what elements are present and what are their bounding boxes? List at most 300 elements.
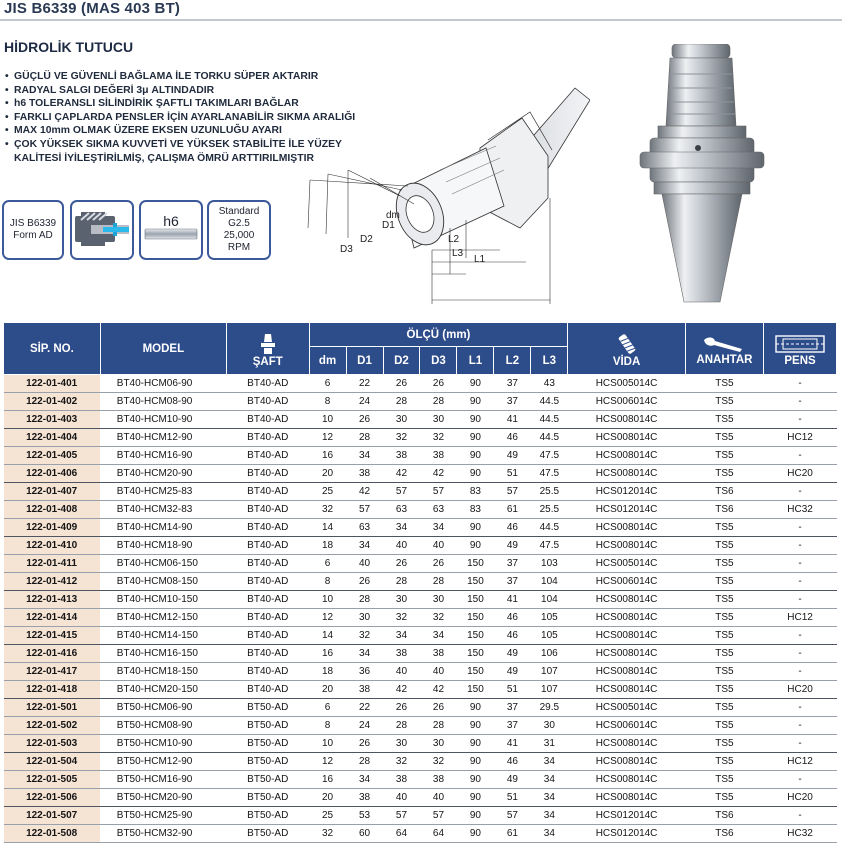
- cell-d1: 42: [346, 483, 383, 501]
- dim-label-d2: D2: [360, 234, 373, 245]
- cell-l1: 90: [457, 393, 494, 411]
- cell-saft: BT40-AD: [226, 573, 309, 591]
- cell-l2: 41: [494, 591, 531, 609]
- balance-badge-line: 25,000: [223, 230, 255, 241]
- cell-d1: 34: [346, 645, 383, 663]
- cell-d1: 38: [346, 465, 383, 483]
- table-row: [4, 501, 837, 519]
- cell-pens: -: [764, 663, 837, 681]
- cell-model: BT40-HCM20-150: [100, 681, 226, 699]
- dim-label-d1: D1: [382, 220, 395, 231]
- spec-table: [3, 322, 837, 843]
- cell-d2: 32: [383, 429, 420, 447]
- col-header-vida-label: VİDA: [612, 355, 641, 368]
- cell-pens: -: [764, 483, 837, 501]
- col-header-anahtar: [685, 323, 763, 375]
- cell-d1: 34: [346, 771, 383, 789]
- cell-l3: 44.5: [531, 393, 568, 411]
- col-header-model: MODEL: [100, 323, 226, 375]
- cell-pens: -: [764, 393, 837, 411]
- cell-dm: 16: [309, 771, 346, 789]
- table-row: [4, 825, 837, 843]
- technical-drawing: [290, 78, 590, 310]
- cell-d3: 57: [420, 483, 457, 501]
- cell-l2: 37: [494, 375, 531, 393]
- cell-l2: 57: [494, 807, 531, 825]
- table-row: [4, 681, 837, 699]
- cell-l1: 150: [457, 609, 494, 627]
- cell-sip-no: 122-01-408: [4, 501, 101, 519]
- cell-dm: 14: [309, 519, 346, 537]
- cell-sip-no: 122-01-501: [4, 699, 101, 717]
- cell-d2: 40: [383, 663, 420, 681]
- cell-l2: 57: [494, 483, 531, 501]
- table-row: [4, 717, 837, 735]
- cell-l1: 150: [457, 645, 494, 663]
- cell-l2: 46: [494, 627, 531, 645]
- cell-d3: 63: [420, 501, 457, 519]
- cell-anahtar: TS5: [685, 699, 763, 717]
- feature-item: • MAX 10mm OLMAK ÜZERE EKSEN UZUNLUĞU AYARI: [4, 124, 384, 138]
- cell-saft: BT40-AD: [226, 645, 309, 663]
- cell-l1: 90: [457, 717, 494, 735]
- cell-d3: 64: [420, 825, 457, 843]
- cell-l3: 31: [531, 735, 568, 753]
- cell-vida: HCS008014C: [568, 771, 685, 789]
- cell-pens: -: [764, 537, 837, 555]
- cell-d2: 30: [383, 591, 420, 609]
- collet-icon: [775, 334, 825, 354]
- cell-l2: 49: [494, 771, 531, 789]
- cell-d2: 38: [383, 771, 420, 789]
- table-row: [4, 411, 837, 429]
- cell-d1: 53: [346, 807, 383, 825]
- dim-label-dm: dm: [386, 210, 400, 221]
- cell-vida: HCS006014C: [568, 393, 685, 411]
- cell-pens: -: [764, 807, 837, 825]
- cell-d2: 28: [383, 573, 420, 591]
- cell-model: BT50-HCM08-90: [100, 717, 226, 735]
- cell-l1: 150: [457, 663, 494, 681]
- cell-dm: 25: [309, 807, 346, 825]
- col-header-sip: SİP. NO.: [4, 323, 101, 375]
- cell-dm: 14: [309, 627, 346, 645]
- cell-d1: 34: [346, 537, 383, 555]
- cell-sip-no: 122-01-502: [4, 717, 101, 735]
- cell-model: BT40-HCM14-90: [100, 519, 226, 537]
- cell-d1: 30: [346, 609, 383, 627]
- cell-d2: 42: [383, 465, 420, 483]
- cell-l1: 150: [457, 681, 494, 699]
- cell-dm: 16: [309, 645, 346, 663]
- cell-anahtar: TS6: [685, 483, 763, 501]
- table-row: [4, 555, 837, 573]
- cell-sip-no: 122-01-409: [4, 519, 101, 537]
- cell-model: BT50-HCM25-90: [100, 807, 226, 825]
- cell-d1: 24: [346, 393, 383, 411]
- screw-icon: [618, 333, 636, 355]
- cell-anahtar: TS5: [685, 555, 763, 573]
- cell-d2: 40: [383, 789, 420, 807]
- cell-pens: -: [764, 591, 837, 609]
- spec-table-body: [4, 375, 837, 843]
- cell-d2: 64: [383, 825, 420, 843]
- cell-d2: 32: [383, 753, 420, 771]
- cell-dm: 6: [309, 555, 346, 573]
- cell-l3: 103: [531, 555, 568, 573]
- cell-l3: 47.5: [531, 447, 568, 465]
- cell-sip-no: 122-01-413: [4, 591, 101, 609]
- cell-model: BT40-HCM25-83: [100, 483, 226, 501]
- cell-d3: 34: [420, 627, 457, 645]
- cell-l1: 90: [457, 753, 494, 771]
- cell-l2: 41: [494, 735, 531, 753]
- cell-dm: 16: [309, 447, 346, 465]
- cell-pens: -: [764, 411, 837, 429]
- cell-d2: 26: [383, 555, 420, 573]
- cell-d3: 40: [420, 789, 457, 807]
- cell-d3: 28: [420, 717, 457, 735]
- cell-l1: 83: [457, 501, 494, 519]
- cell-l3: 105: [531, 609, 568, 627]
- cell-saft: BT40-AD: [226, 483, 309, 501]
- cell-pens: HC32: [764, 501, 837, 519]
- cell-pens: HC12: [764, 609, 837, 627]
- cell-d1: 36: [346, 663, 383, 681]
- cell-anahtar: TS5: [685, 537, 763, 555]
- cell-pens: -: [764, 627, 837, 645]
- cell-d1: 32: [346, 627, 383, 645]
- cell-d1: 57: [346, 501, 383, 519]
- cell-l3: 34: [531, 753, 568, 771]
- cell-anahtar: TS6: [685, 825, 763, 843]
- cell-l3: 34: [531, 825, 568, 843]
- balance-badge: [207, 200, 271, 260]
- cell-pens: HC12: [764, 753, 837, 771]
- cell-pens: HC12: [764, 429, 837, 447]
- cell-pens: -: [764, 573, 837, 591]
- table-row: [4, 375, 837, 393]
- cell-saft: BT40-AD: [226, 663, 309, 681]
- cell-pens: HC20: [764, 681, 837, 699]
- cell-d1: 38: [346, 789, 383, 807]
- cell-l2: 46: [494, 753, 531, 771]
- cell-pens: -: [764, 735, 837, 753]
- cell-sip-no: 122-01-401: [4, 375, 101, 393]
- cell-anahtar: TS5: [685, 627, 763, 645]
- cell-sip-no: 122-01-404: [4, 429, 101, 447]
- table-row: [4, 537, 837, 555]
- cell-l3: 25.5: [531, 501, 568, 519]
- cell-sip-no: 122-01-417: [4, 663, 101, 681]
- standard-badge-line: Form AD: [13, 230, 53, 241]
- cell-sip-no: 122-01-416: [4, 645, 101, 663]
- tolerance-label: h6: [163, 213, 179, 229]
- cell-d3: 30: [420, 591, 457, 609]
- cell-anahtar: TS5: [685, 375, 763, 393]
- col-header-d1: D1: [346, 347, 383, 375]
- cell-model: BT40-HCM08-150: [100, 573, 226, 591]
- cell-l3: 107: [531, 663, 568, 681]
- cell-d2: 26: [383, 699, 420, 717]
- cell-l3: 29.5: [531, 699, 568, 717]
- cell-dm: 18: [309, 663, 346, 681]
- cell-d2: 34: [383, 627, 420, 645]
- table-row: [4, 627, 837, 645]
- cell-pens: -: [764, 717, 837, 735]
- cell-dm: 6: [309, 699, 346, 717]
- cell-pens: HC32: [764, 825, 837, 843]
- cell-model: BT40-HCM12-150: [100, 609, 226, 627]
- dim-label-l2: L2: [448, 234, 460, 245]
- col-header-vida: [568, 323, 685, 375]
- cell-anahtar: TS5: [685, 393, 763, 411]
- cell-model: BT50-HCM20-90: [100, 789, 226, 807]
- cell-l2: 51: [494, 681, 531, 699]
- cell-model: BT40-HCM16-90: [100, 447, 226, 465]
- cell-dm: 8: [309, 393, 346, 411]
- cell-d2: 26: [383, 375, 420, 393]
- cell-d2: 57: [383, 807, 420, 825]
- cell-model: BT40-HCM08-90: [100, 393, 226, 411]
- cell-d2: 28: [383, 393, 420, 411]
- table-row: [4, 609, 837, 627]
- col-header-pens-label: PENS: [784, 354, 816, 367]
- shank-icon: [259, 333, 277, 355]
- cell-anahtar: TS5: [685, 789, 763, 807]
- cell-d1: 63: [346, 519, 383, 537]
- cell-sip-no: 122-01-507: [4, 807, 101, 825]
- col-header-l1: L1: [457, 347, 494, 375]
- tolerance-badge: [139, 200, 203, 260]
- cell-anahtar: TS5: [685, 717, 763, 735]
- cell-saft: BT40-AD: [226, 393, 309, 411]
- cell-anahtar: TS6: [685, 807, 763, 825]
- cell-sip-no: 122-01-412: [4, 573, 101, 591]
- cell-l1: 150: [457, 627, 494, 645]
- cell-model: BT40-HCM18-150: [100, 663, 226, 681]
- cell-l1: 90: [457, 789, 494, 807]
- cell-dm: 12: [309, 609, 346, 627]
- cell-dm: 10: [309, 411, 346, 429]
- cell-l3: 47.5: [531, 465, 568, 483]
- cell-l2: 37: [494, 573, 531, 591]
- cell-l2: 61: [494, 501, 531, 519]
- cell-vida: HCS005014C: [568, 555, 685, 573]
- cell-sip-no: 122-01-407: [4, 483, 101, 501]
- cell-d3: 30: [420, 735, 457, 753]
- cell-d1: 40: [346, 555, 383, 573]
- cell-d1: 28: [346, 591, 383, 609]
- cell-sip-no: 122-01-411: [4, 555, 101, 573]
- cell-saft: BT50-AD: [226, 771, 309, 789]
- table-row: [4, 699, 837, 717]
- cell-dm: 20: [309, 465, 346, 483]
- cell-sip-no: 122-01-508: [4, 825, 101, 843]
- cell-model: BT50-HCM16-90: [100, 771, 226, 789]
- cell-anahtar: TS5: [685, 411, 763, 429]
- cell-dm: 8: [309, 717, 346, 735]
- cell-d2: 34: [383, 519, 420, 537]
- cell-dm: 20: [309, 789, 346, 807]
- cell-sip-no: 122-01-505: [4, 771, 101, 789]
- cell-d2: 38: [383, 447, 420, 465]
- section-title: HİDROLİK TUTUCU: [4, 39, 134, 55]
- cell-vida: HCS008014C: [568, 519, 685, 537]
- col-header-pens: [764, 323, 837, 375]
- cell-l1: 90: [457, 519, 494, 537]
- cell-vida: HCS005014C: [568, 375, 685, 393]
- cell-l2: 49: [494, 663, 531, 681]
- cell-d1: 26: [346, 411, 383, 429]
- cell-saft: BT40-AD: [226, 447, 309, 465]
- cell-d1: 26: [346, 735, 383, 753]
- table-row: [4, 663, 837, 681]
- cell-pens: HC20: [764, 465, 837, 483]
- cell-vida: HCS008014C: [568, 735, 685, 753]
- cell-model: BT40-HCM12-90: [100, 429, 226, 447]
- cell-pens: -: [764, 519, 837, 537]
- cell-anahtar: TS5: [685, 663, 763, 681]
- cell-sip-no: 122-01-406: [4, 465, 101, 483]
- cell-d1: 28: [346, 753, 383, 771]
- cell-vida: HCS006014C: [568, 573, 685, 591]
- cell-l2: 49: [494, 447, 531, 465]
- table-row: [4, 573, 837, 591]
- cell-d3: 38: [420, 645, 457, 663]
- dim-label-l1: L1: [474, 254, 486, 265]
- cell-d3: 26: [420, 375, 457, 393]
- col-header-d2: D2: [383, 347, 420, 375]
- cell-l2: 41: [494, 411, 531, 429]
- cell-pens: -: [764, 447, 837, 465]
- cell-model: BT40-HCM06-90: [100, 375, 226, 393]
- cell-anahtar: TS5: [685, 429, 763, 447]
- cell-d3: 28: [420, 573, 457, 591]
- cell-d2: 42: [383, 681, 420, 699]
- cell-vida: HCS008014C: [568, 429, 685, 447]
- cell-vida: HCS008014C: [568, 681, 685, 699]
- cell-sip-no: 122-01-506: [4, 789, 101, 807]
- cell-l2: 37: [494, 717, 531, 735]
- cell-saft: BT50-AD: [226, 753, 309, 771]
- cell-l2: 49: [494, 645, 531, 663]
- cell-l1: 90: [457, 807, 494, 825]
- col-header-l2: L2: [494, 347, 531, 375]
- cell-dm: 20: [309, 681, 346, 699]
- cell-dm: 32: [309, 501, 346, 519]
- cell-dm: 25: [309, 483, 346, 501]
- balance-badge-line: G2.5: [228, 218, 250, 229]
- cell-model: BT50-HCM32-90: [100, 825, 226, 843]
- cell-saft: BT40-AD: [226, 375, 309, 393]
- col-header-olcu: ÖLÇÜ (mm): [309, 323, 568, 347]
- cell-anahtar: TS6: [685, 501, 763, 519]
- cell-anahtar: TS5: [685, 609, 763, 627]
- dim-label-l3: L3: [452, 248, 464, 259]
- cell-d2: 30: [383, 735, 420, 753]
- col-header-anahtar-label: ANAHTAR: [696, 353, 753, 366]
- cell-dm: 8: [309, 573, 346, 591]
- cell-model: BT40-HCM20-90: [100, 465, 226, 483]
- cell-d1: 28: [346, 429, 383, 447]
- cell-d3: 42: [420, 465, 457, 483]
- cell-d3: 34: [420, 519, 457, 537]
- table-row: [4, 465, 837, 483]
- table-row: [4, 735, 837, 753]
- cell-vida: HCS008014C: [568, 663, 685, 681]
- cell-d3: 38: [420, 771, 457, 789]
- cell-d3: 26: [420, 699, 457, 717]
- title-bar: [0, 0, 842, 20]
- cell-d1: 24: [346, 717, 383, 735]
- cell-l3: 44.5: [531, 519, 568, 537]
- cell-d2: 32: [383, 609, 420, 627]
- cell-saft: BT40-AD: [226, 465, 309, 483]
- cell-model: BT40-HCM18-90: [100, 537, 226, 555]
- cell-anahtar: TS5: [685, 519, 763, 537]
- cell-l1: 90: [457, 411, 494, 429]
- cell-anahtar: TS5: [685, 771, 763, 789]
- table-row: [4, 771, 837, 789]
- table-row: [4, 789, 837, 807]
- cell-l3: 107: [531, 681, 568, 699]
- cell-model: BT40-HCM06-150: [100, 555, 226, 573]
- cell-model: BT40-HCM10-150: [100, 591, 226, 609]
- cell-l2: 46: [494, 609, 531, 627]
- cell-vida: HCS008014C: [568, 609, 685, 627]
- standard-badge: [2, 200, 64, 260]
- cell-vida: HCS008014C: [568, 465, 685, 483]
- cell-vida: HCS008014C: [568, 627, 685, 645]
- cell-saft: BT50-AD: [226, 825, 309, 843]
- cell-vida: HCS008014C: [568, 411, 685, 429]
- cell-d3: 32: [420, 429, 457, 447]
- cell-vida: HCS012014C: [568, 807, 685, 825]
- feature-item: • RADYAL SALGI DEĞERİ 3μ ALTINDADIR: [4, 84, 384, 98]
- table-row: [4, 393, 837, 411]
- cell-l3: 44.5: [531, 429, 568, 447]
- cell-sip-no: 122-01-402: [4, 393, 101, 411]
- cell-d3: 38: [420, 447, 457, 465]
- cell-l1: 150: [457, 573, 494, 591]
- cell-vida: HCS006014C: [568, 717, 685, 735]
- cell-saft: BT50-AD: [226, 807, 309, 825]
- cell-d1: 34: [346, 447, 383, 465]
- cell-saft: BT40-AD: [226, 609, 309, 627]
- cell-vida: HCS005014C: [568, 699, 685, 717]
- cell-d3: 30: [420, 411, 457, 429]
- cell-d3: 40: [420, 663, 457, 681]
- cell-model: BT40-HCM32-83: [100, 501, 226, 519]
- cell-sip-no: 122-01-410: [4, 537, 101, 555]
- cell-anahtar: TS5: [685, 735, 763, 753]
- table-row: [4, 483, 837, 501]
- hydraulic-holder-image: [636, 44, 768, 306]
- cell-model: BT40-HCM16-150: [100, 645, 226, 663]
- cell-anahtar: TS5: [685, 573, 763, 591]
- cell-l1: 83: [457, 483, 494, 501]
- dim-label-d3: D3: [340, 244, 353, 255]
- cell-d1: 22: [346, 699, 383, 717]
- cell-l3: 43: [531, 375, 568, 393]
- cell-saft: BT50-AD: [226, 789, 309, 807]
- cell-anahtar: TS5: [685, 753, 763, 771]
- standard-badge-line: JIS B6339: [9, 218, 57, 229]
- cell-anahtar: TS5: [685, 447, 763, 465]
- cell-l3: 47.5: [531, 537, 568, 555]
- cell-d3: 57: [420, 807, 457, 825]
